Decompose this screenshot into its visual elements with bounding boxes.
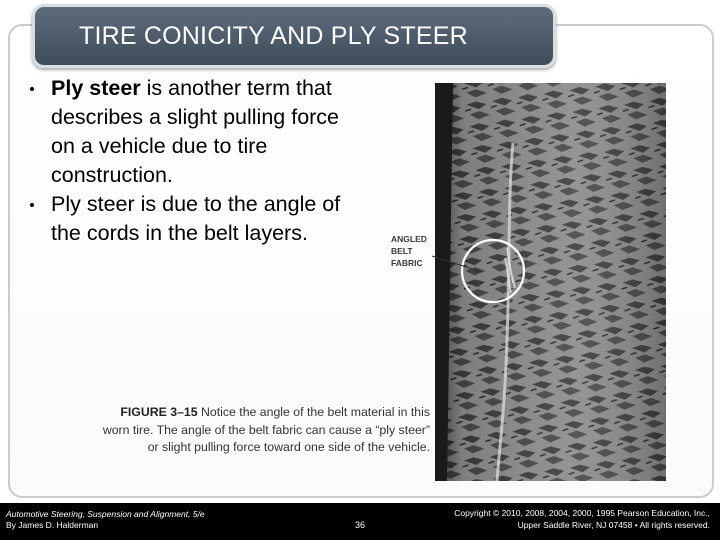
footer-bar: [0, 503, 720, 540]
callout-line: FABRIC: [391, 258, 423, 268]
bullet-dot-icon: [30, 87, 34, 91]
bullet-item: [18, 190, 358, 248]
figure-number: FIGURE 3–15: [120, 405, 198, 419]
callout-line: BELT: [391, 246, 413, 256]
copyright-line: Copyright © 2010, 2008, 2004, 2000, 1995 Pearson Education, Inc.,: [454, 508, 710, 518]
author: By James D. Halderman: [6, 520, 99, 530]
figure-caption: [100, 404, 430, 457]
title-bar: [32, 4, 556, 68]
bullet-bold-term: Ply steer: [51, 76, 141, 100]
bullet-dot-icon: [30, 203, 34, 207]
bullet-text: is another term that describes a slight pulling force on a vehicle due to tire construction.: [51, 76, 340, 187]
callout-line: ANGLED: [391, 234, 427, 244]
bullet-item: [18, 74, 358, 190]
bullet-list: [18, 74, 358, 248]
copyright-line: Upper Saddle River, NJ 07458 • All rights reserved.: [517, 520, 710, 530]
book-title: Automotive Steering, Suspension and Alignment, 5/e: [6, 509, 205, 519]
copyright: [454, 507, 710, 531]
tire-tread-image: [435, 83, 666, 481]
caption-text: Notice the angle of the belt material in this worn tire. The angle of the belt fabric can cause a “ply steer” or slight pulling force toward one side of the vehicle.: [102, 405, 430, 454]
slide-title: TIRE CONICITY AND PLY STEER: [79, 22, 468, 50]
bullet-text: Ply steer is due to the angle of the cords in the belt layers.: [51, 192, 341, 245]
footer-book-info: [6, 509, 205, 531]
worn-tire-photo: [435, 83, 666, 481]
page-number: 36: [355, 520, 366, 530]
callout-arrow-icon: [430, 250, 490, 280]
callout-label: [391, 233, 427, 269]
